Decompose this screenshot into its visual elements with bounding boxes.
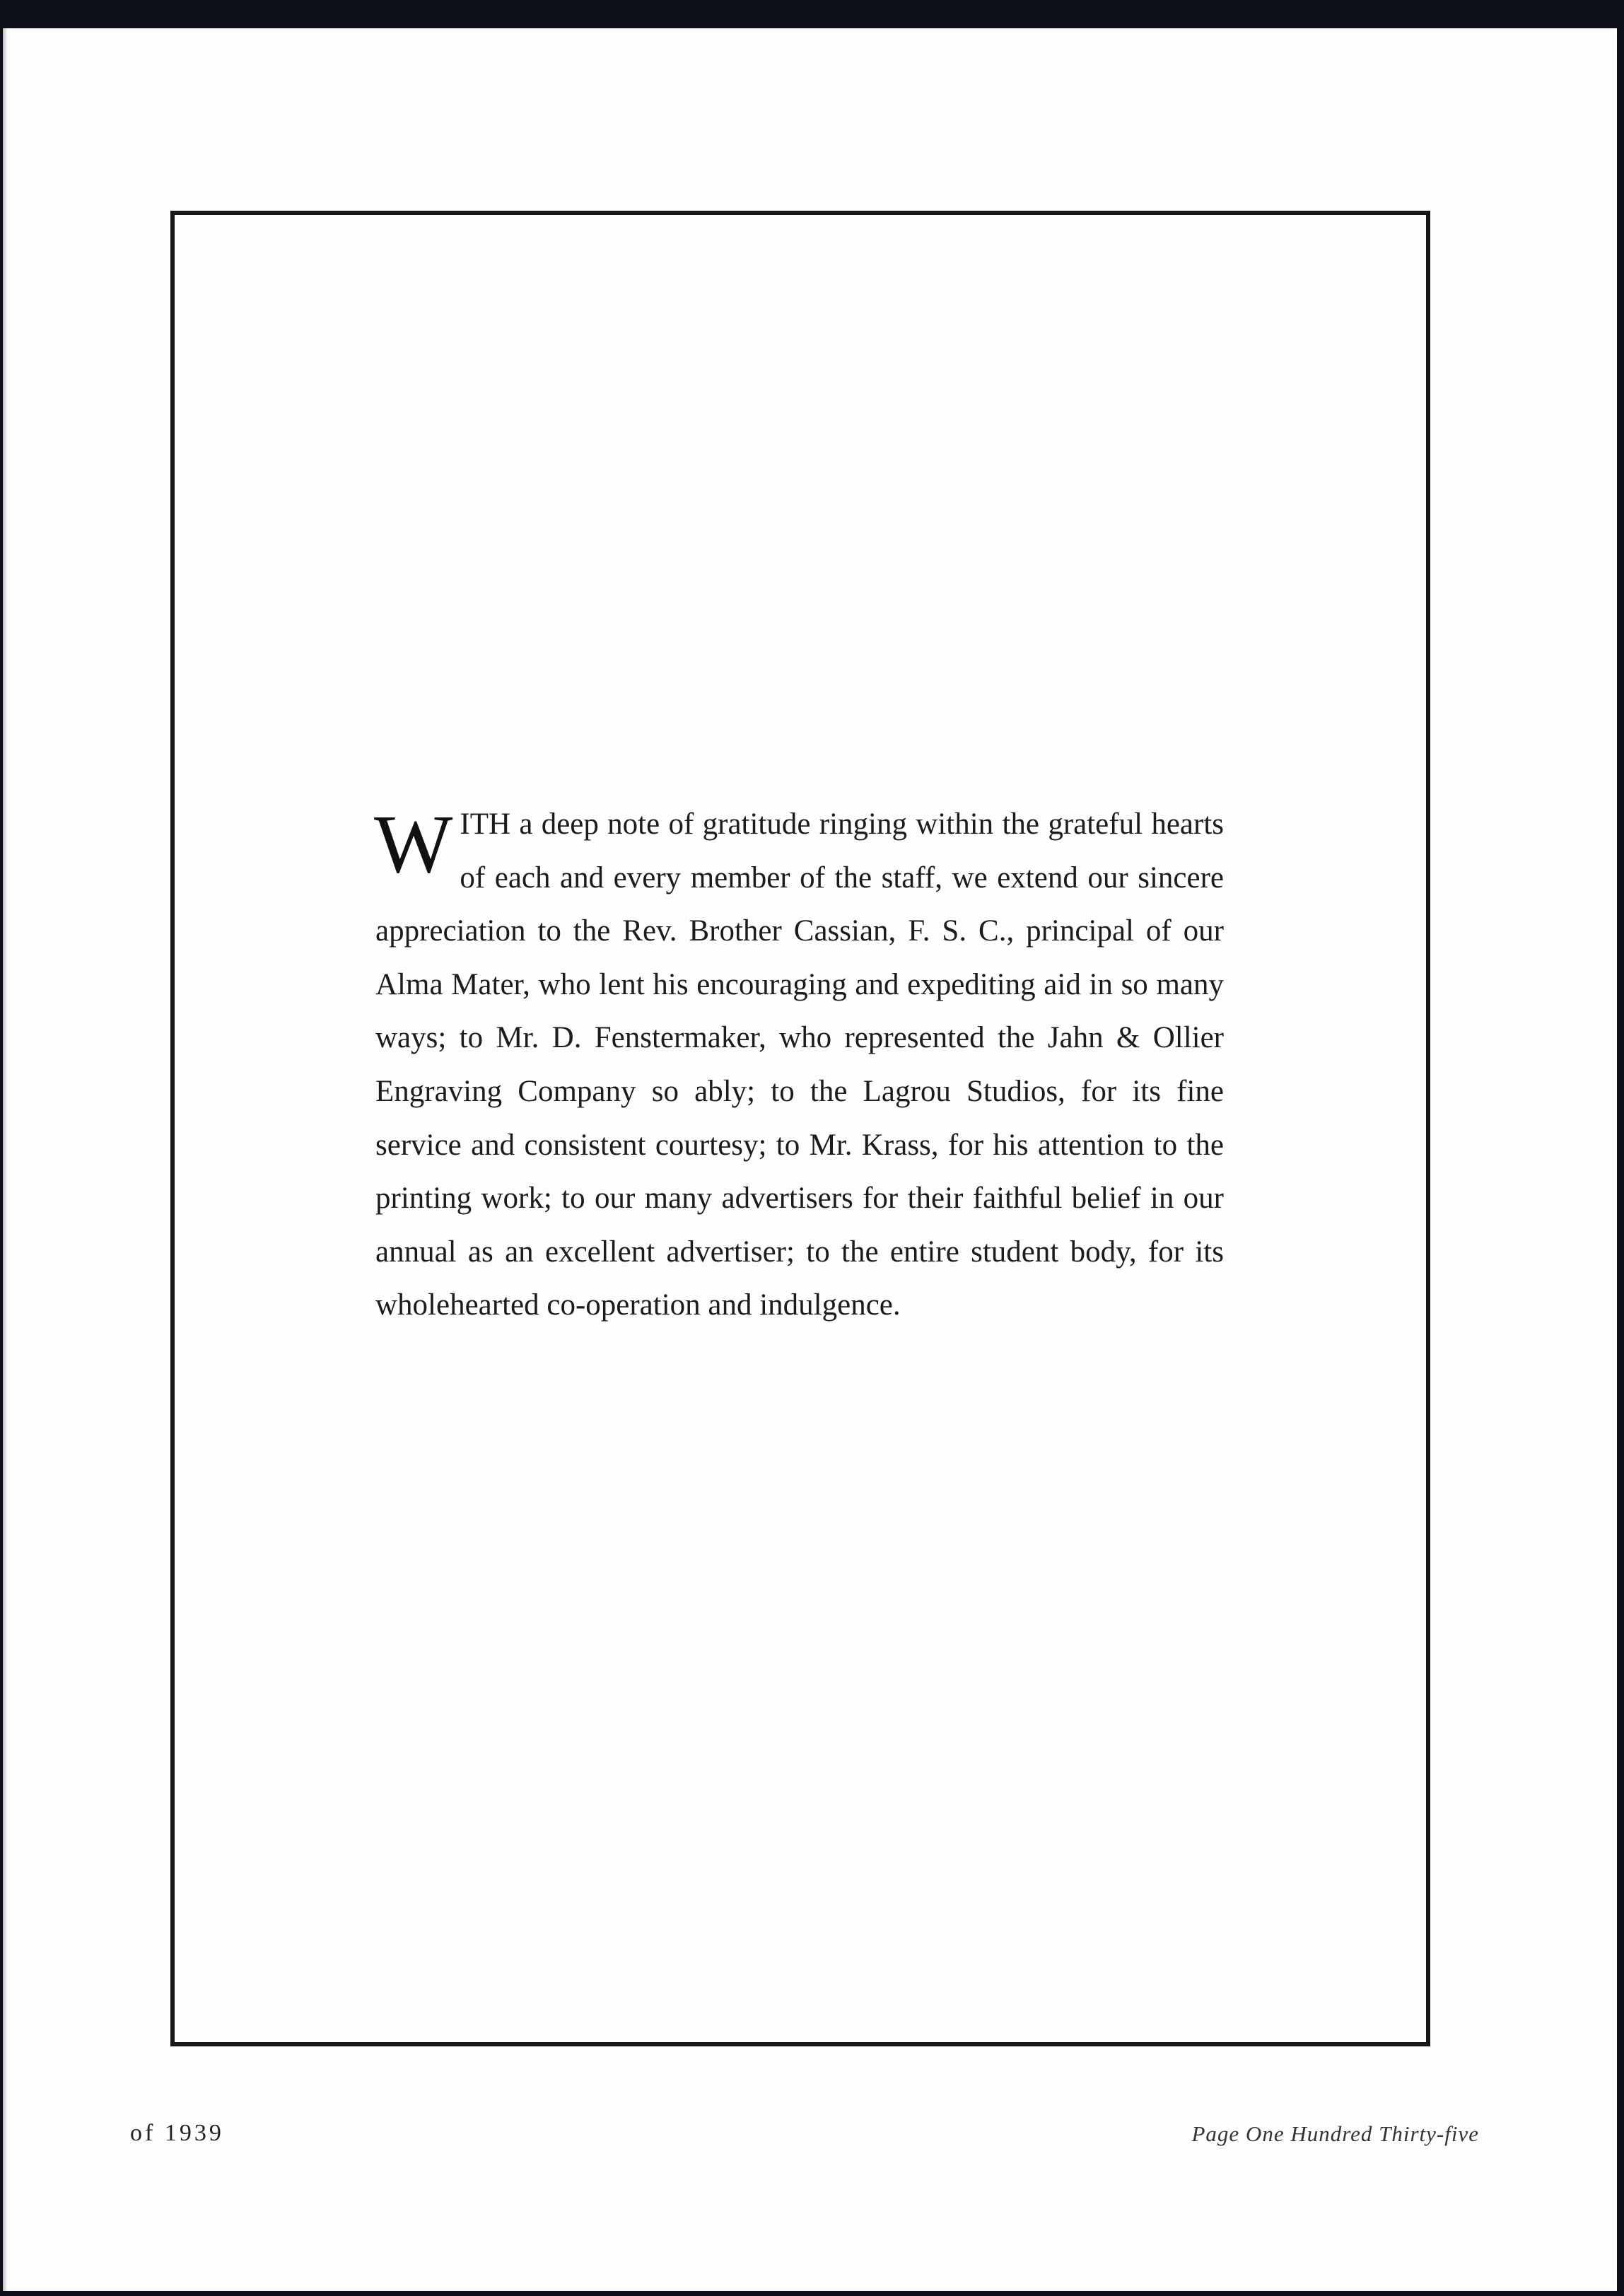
footer-year: of 1939 (130, 2120, 224, 2146)
acknowledgment-paragraph (375, 798, 1224, 1332)
drop-cap-letter: W (374, 798, 453, 890)
page-number: Page One Hundred Thirty-five (1191, 2121, 1479, 2146)
acknowledgment-text: ITH a deep note of gratitude ringing within the grateful hearts of each and every member of the staff, we extend our sincere appreciation to the Rev. Brother Cassian, F. S. C., principal of our Alma Mater, who lent his encouraging and expediting aid in so many ways; to Mr. D. Fenstermaker, who represented the Jahn & Ollier Engraving Company so ably; to the Lagrou Studios, for its fine service and consistent courtesy; to Mr. Krass, for his attention to the printing work; to our many advertisers for their faithful belief in our annual as an excellent advertiser; to the entire student body, for its wholehearted co-operation and indulgence. (375, 808, 1224, 1322)
